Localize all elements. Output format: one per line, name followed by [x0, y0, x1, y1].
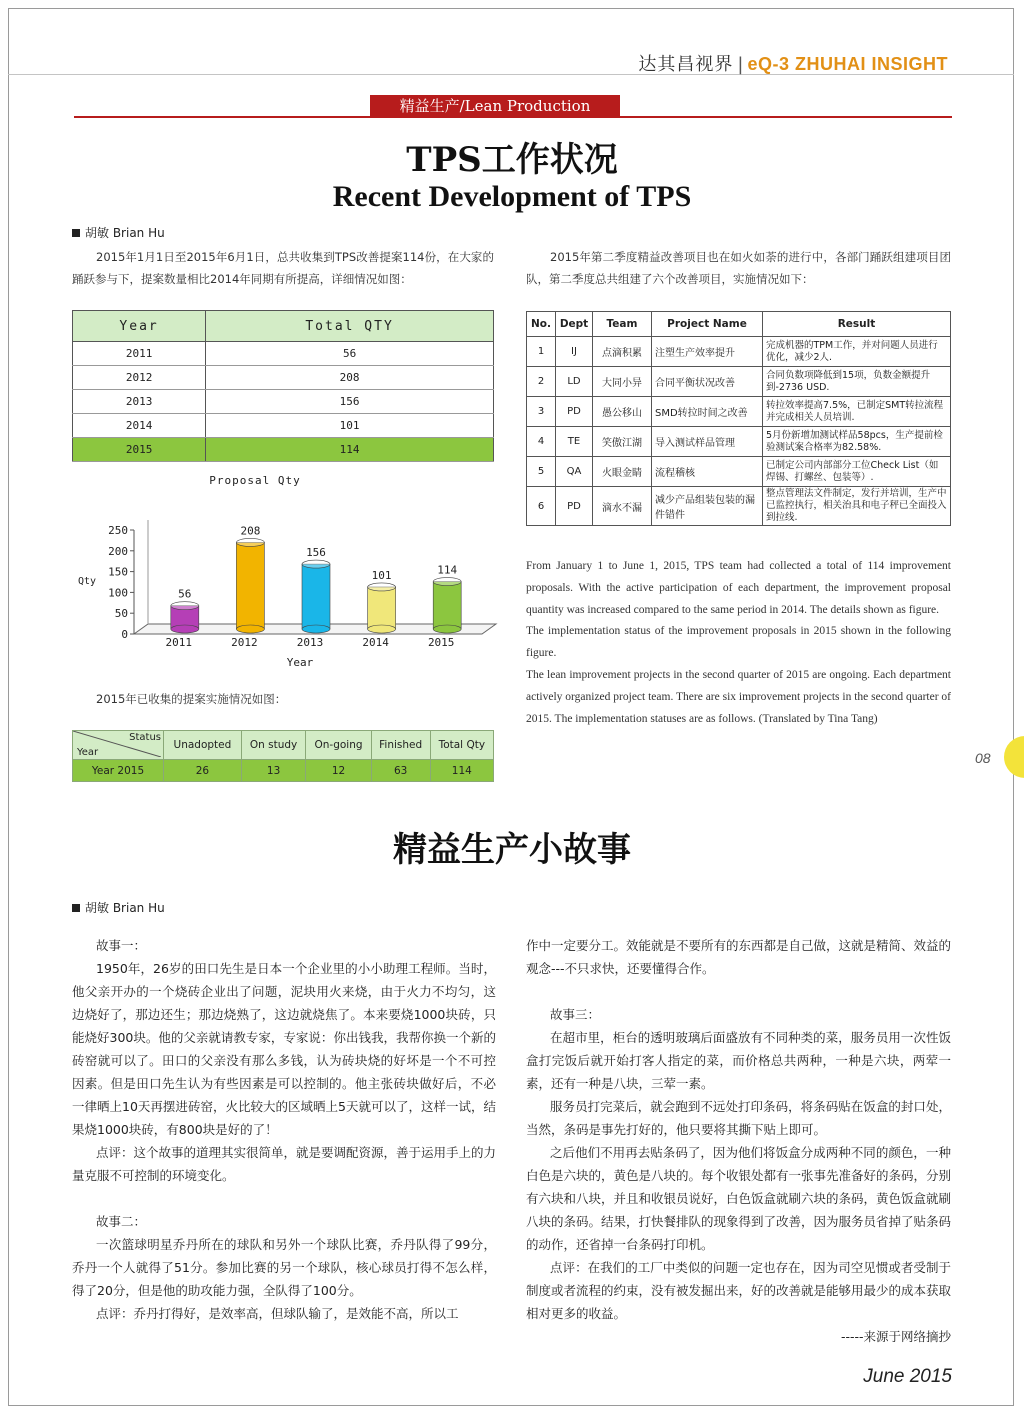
cell-year: 2014	[73, 414, 206, 438]
cell-year: 2013	[73, 390, 206, 414]
bar-data-label: 114	[437, 563, 458, 577]
status-header-total: Total Qty	[430, 731, 493, 760]
cell-result: 转拉效率提高7.5%，已制定SMT转拉流程并完成相关人员培训.	[763, 397, 951, 427]
cell-project: 流程稽核	[652, 457, 763, 487]
magazine-header	[638, 50, 948, 76]
status-total-value: 114	[430, 760, 493, 782]
cell-project: 导入测试样品管理	[652, 427, 763, 457]
page-number: 08	[975, 750, 991, 766]
x-tick-label: 2015	[427, 636, 455, 649]
cell-qty: 156	[206, 390, 494, 414]
article-title-en: Recent Development of TPS	[332, 180, 692, 213]
english-paragraph: The implementation status of the improvement proposals in 2015 shown in the following figure.	[526, 625, 951, 660]
proj-header-no: No.	[527, 312, 556, 337]
article-byline	[72, 224, 165, 241]
table-row	[527, 337, 951, 367]
status-header-on-study: On study	[241, 731, 306, 760]
bar-body	[368, 587, 396, 629]
table-row	[527, 367, 951, 397]
proposal-status-table	[72, 730, 494, 782]
status-header-on-going: On-going	[306, 731, 371, 760]
cell-no: 4	[527, 427, 556, 457]
magazine-name-cn: 达其昌视界	[638, 54, 734, 75]
table-row	[527, 487, 951, 526]
story-paragraph: 服务员打完菜后，就会跑到不远处打印条码，将条码贴在饭盒的封口处，当然，条码是事先打好的，他只要将其撕下贴上即可。	[526, 1099, 951, 1137]
story-paragraph: 之后他们不用再去贴条码了，因为他们将饭盒分成两种不同的颜色，一种白色是六块的，黄色是八块的。每个收银处都有一张事先准备好的条码，分别有六块和八块，并且和收银员说好，白色饭盒就刷六块的条码，黄色饭盒就刷八块的条码。结果，打快餐排队的现象得到了改善，因为服务员省掉了贴条码的动作，还省掉一台条码打印机。	[526, 1145, 952, 1252]
status-header-unadopted: Unadopted	[164, 731, 242, 760]
story-paragraph: 一次篮球明星乔丹所在的球队和另外一个球队比赛，乔丹队得了99分，乔丹一个人就得了51分。参加比赛的另一个球队，核心球员打得不怎么样，得了20分，但是他的助攻能力强，全队得了100分。	[72, 1237, 496, 1298]
y-tick-label: 200	[108, 544, 128, 558]
corner-label-status: Status	[129, 732, 161, 743]
cell-dept: PD	[556, 487, 593, 526]
bar-data-label: 156	[306, 546, 326, 560]
story-paragraph: 点评：这个故事的道理其实很简单，就是要调配资源，善于运用手上的力量克服不可控制的环境变化。	[72, 1145, 497, 1183]
x-tick-label: 2011	[165, 636, 193, 649]
cell-project: 合同平衡状况改善	[652, 367, 763, 397]
cell-project: SMD转拉时间之改善	[652, 397, 763, 427]
table-row	[527, 457, 951, 487]
cell-result: 5月份新增加测试样品58pcs，生产提前检验测试案合格率为82.58%.	[763, 427, 951, 457]
bar-base	[236, 625, 264, 633]
cell-result: 整点管理法文件制定，发行并培训，生产中已监控执行，相关治具和电子秤已全面投入到拉线.	[763, 487, 951, 526]
stories-title: 精益生产小故事	[393, 830, 631, 870]
bar-body	[302, 564, 330, 629]
status-on-study-value: 13	[241, 760, 306, 782]
table-row	[73, 390, 494, 414]
proposal-qty-chart	[72, 468, 502, 683]
x-tick-label: 2012	[231, 636, 258, 649]
y-tick-label: 100	[108, 586, 128, 600]
status-table-corner	[73, 731, 164, 760]
table-row	[527, 427, 951, 457]
bar-base	[171, 625, 199, 633]
cell-qty: 208	[206, 366, 494, 390]
story-paragraph: 1950年，26岁的田口先生是日本一个企业里的小小助理工程师。当时，他父亲开办的一个烧砖企业出了问题，泥块用火来烧，由于火力不均匀，这边烧好了，那边还生；那边烧熟了，这边就烧焦了。本来要烧1000块砖，只能烧好300块。他的父亲就请教专家，专家说：你出钱我，我帮你换一个新的砖窑就可以了。田口的父亲没有那么多钱，认为砖块烧的好坏是一个不可控因素。但是田口先生认为有些因素是可以控制的。他主张砖块做好后，不必一律晒上10天再摆进砖窑，火比较大的区域晒上5天就可以了，这样一试，结果烧1000块砖，有800块是好的了！	[72, 961, 496, 1137]
story-source: -----来源于网络摘抄	[840, 1329, 951, 1344]
status-header-finished: Finished	[371, 731, 430, 760]
cell-dept: LD	[556, 367, 593, 397]
story-paragraph: 故事二：	[96, 1214, 147, 1229]
y-tick-label: 150	[108, 565, 128, 579]
cell-result: 完成机器的TPM工作，并对问题人员进行优化，减少2人.	[763, 337, 951, 367]
table-row	[73, 414, 494, 438]
english-paragraph: From January 1 to June 1, 2015, TPS team had collected a total of 114 improvement proposals. With the active participation of each department, the improvement proposal quantity was increased compared to the same period in 2014. The details shown as figure.	[526, 560, 951, 616]
cell-team: 滴水不漏	[593, 487, 652, 526]
cell-project: 减少产品组装包装的漏件错件	[652, 487, 763, 526]
cell-year: 2012	[73, 366, 206, 390]
cell-result: 合同负数项降低到15项，负数金额提升到-2736 USD.	[763, 367, 951, 397]
x-tick-label: 2014	[362, 636, 389, 649]
table-row	[73, 366, 494, 390]
article-title-cn: TPS工作状况	[406, 140, 618, 180]
proj-header-project: Project Name	[652, 312, 763, 337]
issue-date: June 2015	[863, 1366, 952, 1387]
status-unadopted-value: 26	[164, 760, 242, 782]
bar-data-label: 101	[371, 568, 392, 582]
y-axis-label: Qty	[78, 576, 97, 587]
cell-no: 5	[527, 457, 556, 487]
status-row-label: Year 2015	[73, 760, 164, 782]
cell-result: 已制定公司内部部分工位Check List（如焊锡、打螺丝、包装等）.	[763, 457, 951, 487]
bar-top	[236, 538, 264, 546]
english-paragraph: The lean improvement projects in the second quarter of 2015 are ongoing. Each department actively organized project team. There are six improvement projects in the second quarter of 2015. The implementation statuses are as follows. (Translated by Tina Tang)	[526, 668, 951, 725]
cell-team: 点滴积累	[593, 337, 652, 367]
status-finished-value: 63	[371, 760, 430, 782]
header-separator: |	[737, 54, 744, 75]
proj-header-result: Result	[763, 312, 951, 337]
table-row	[73, 342, 494, 366]
table-row-highlighted	[73, 438, 494, 462]
story-spacer	[526, 980, 951, 1003]
intro-paragraph-cn: 2015年1月1日至2015年6月1日，总共收集到TPS改善提案114份，在大家的踊跃参与下，提案数量相比2014年同期有所提高，详细情况如图：	[72, 250, 494, 286]
bar-data-label: 56	[178, 587, 192, 601]
cell-no: 1	[527, 337, 556, 367]
status-on-going-value: 12	[306, 760, 371, 782]
cell-team: 大同小异	[593, 367, 652, 397]
bar-base	[368, 625, 396, 633]
bar-base	[433, 625, 461, 633]
table-row	[527, 397, 951, 427]
x-axis-label: Year	[286, 656, 314, 669]
cell-team: 笑傲江湖	[593, 427, 652, 457]
y-tick-label: 250	[108, 524, 128, 537]
improvement-projects-table	[526, 311, 951, 526]
stories-left-column	[72, 934, 496, 1325]
bar-data-label: 208	[240, 524, 261, 538]
x-tick-label: 2013	[296, 636, 324, 649]
story-spacer	[72, 1187, 496, 1210]
cell-dept: PD	[556, 397, 593, 427]
bar-top	[433, 578, 461, 586]
english-summary	[526, 556, 951, 730]
story-paragraph: 在超市里，柜台的透明玻璃后面盛放有不同种类的菜，服务员用一次性饭盒打完饭后就开始打客人指定的菜，而价格总共两种，一种是六块，两荤一素，还有一种是八块，三荤一素。	[526, 1030, 951, 1091]
chart-title: Proposal Qty	[209, 474, 301, 487]
stories-byline	[72, 899, 165, 916]
author-name: 胡敏 Brian Hu	[85, 226, 165, 240]
cell-qty: 114	[206, 438, 494, 462]
cell-no: 2	[527, 367, 556, 397]
bar-body	[236, 542, 264, 629]
bar-top	[368, 583, 396, 591]
cell-team: 愚公移山	[593, 397, 652, 427]
cell-qty: 56	[206, 342, 494, 366]
story-paragraph: 作中一定要分工。效能就是不要所有的东西都是自己做，这就是精简、效益的观念---不只求快，还要懂得合作。	[526, 938, 952, 976]
y-tick-label: 0	[121, 628, 128, 641]
table-row	[73, 760, 494, 782]
cell-project: 注塑生产效率提升	[652, 337, 763, 367]
stories-right-column	[526, 934, 951, 1348]
status-intro-cn: 2015年已收集的提案实施情况如图：	[96, 692, 287, 706]
story-paragraph: 故事三：	[550, 1007, 601, 1022]
proj-header-team: Team	[593, 312, 652, 337]
byline-square-icon	[72, 904, 80, 912]
cell-no: 6	[527, 487, 556, 526]
author-name: 胡敏 Brian Hu	[85, 901, 165, 915]
story-paragraph: 故事一：	[96, 938, 147, 953]
byline-square-icon	[72, 229, 80, 237]
corner-label-year: Year	[77, 747, 99, 758]
y-tick-label: 50	[114, 607, 128, 621]
cell-no: 3	[527, 397, 556, 427]
bar-base	[302, 625, 330, 633]
bar-top	[302, 560, 330, 568]
proj-header-dept: Dept	[556, 312, 593, 337]
cell-dept: IJ	[556, 337, 593, 367]
qty-table-header-year: Year	[73, 311, 206, 342]
magazine-name-en: eQ-3 ZHUHAI INSIGHT	[747, 54, 948, 74]
projects-paragraph-cn: 2015年第二季度精益改善项目也在如火如荼的进行中，各部门踊跃组建项目团队，第二季度总共组建了六个改善项目，实施情况如下：	[526, 250, 951, 286]
section-label: 精益生产/Lean Production	[370, 95, 620, 117]
qty-table-header-total: Total QTY	[206, 311, 494, 342]
cell-dept: QA	[556, 457, 593, 487]
cell-year: 2011	[73, 342, 206, 366]
bar-body	[433, 582, 461, 629]
proposal-qty-table	[72, 310, 494, 462]
story-paragraph: 点评：在我们的工厂中类似的问题一定也存在，因为司空见惯或者受制于制度或者流程的约束，没有被发掘出来，好的改善就是能够用最少的成本获取相对更多的收益。	[526, 1260, 952, 1321]
cell-team: 火眼金睛	[593, 457, 652, 487]
chart-canvas	[72, 468, 502, 683]
cell-qty: 101	[206, 414, 494, 438]
cell-year: 2015	[73, 438, 206, 462]
bar-top	[171, 602, 199, 610]
story-paragraph: 点评：乔丹打得好，是效率高，但球队输了，是效能不高，所以工	[96, 1306, 459, 1321]
cell-dept: TE	[556, 427, 593, 457]
